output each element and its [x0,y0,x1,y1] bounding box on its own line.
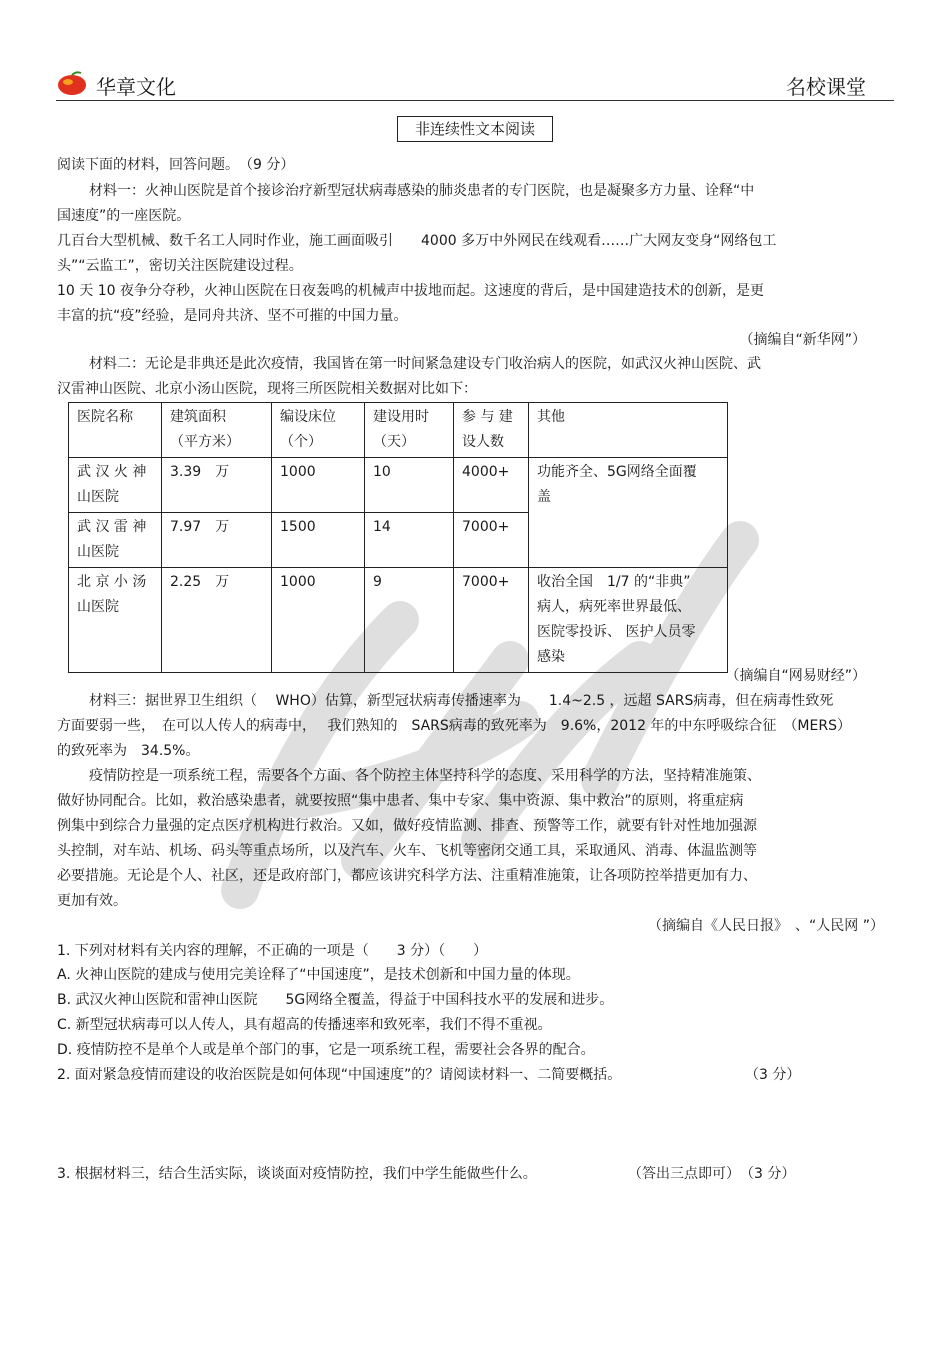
table-cell: 10 [365,458,454,513]
table-cell: 4000+ [454,458,529,513]
material-one-line: 国速度”的一座医院。 [57,208,191,224]
material-one-line: 头”“云监工”，密切关注医院建设过程。 [57,258,303,274]
table-cell: 14 [365,513,454,568]
table-header-row [69,403,728,458]
table-cell: 1000 [272,568,365,673]
question-one-option-b: B. 武汉火神山医院和雷神山医院 5G网络全覆盖，得益于中国科技水平的发展和进步。 [57,992,614,1008]
material-three-line: 疫情防控是一项系统工程，需要各个方面、各个防控主体坚持科学的态度、采用科学的方法，坚持精准施策、 [89,768,761,784]
material-two-line: 材料二：无论是非典还是此次疫情，我国皆在第一时间紧急建设专门收治病人的医院，如武汉火神山医院、武 [89,356,761,372]
table-cell: 武 汉 雷 神 山医院 [69,513,162,568]
question-one-stem: 1. 下列对材料有关内容的理解，不正确的一项是（ 3 分）（ ） [57,943,488,959]
material-two-line: 汉雷神山医院、北京小汤山医院，现将三所医院相关数据对比如下： [57,381,477,397]
table-cell: 2.25 万 [162,568,272,673]
material-three-line: 必要措施。无论是个人、社区，还是政府部门，都应该讲究科学方法、注重精准施策，让各项防控举措更加有力、 [57,868,757,884]
material-three-source: （摘编自《人民日报》 、“人民网 ”） [648,918,884,934]
table-cell: 收治全国 1/7 的“非典” 病人，病死率世界最低、 医院零投诉、 医护人员零 感染 [529,568,728,673]
table-cell: 功能齐全、5G网络全面覆 盖 [529,458,728,568]
table-header-cell: 编设床位 （个） [272,403,365,458]
material-one-source: （摘编自“新华网”） [739,332,866,348]
question-two-score: （3 分） [745,1067,801,1083]
table-cell: 1000 [272,458,365,513]
question-one-option-a: A. 火神山医院的建成与使用完美诠释了“中国速度”，是技术创新和中国力量的体现。 [57,967,580,983]
table-cell: 7000+ [454,568,529,673]
material-three-line: 头控制，对车站、机场、码头等重点场所，以及汽车、火车、飞机等密闭交通工具，采取通风、消毒、体温监测等 [57,843,757,859]
table-cell: 武 汉 火 神 山医院 [69,458,162,513]
table-cell: 3.39 万 [162,458,272,513]
material-one-line: 10 天 10 夜争分夺秒，火神山医院在日夜轰鸣的机械声中拔地而起。这速度的背后，是中国建造技术的创新，是更 [57,283,764,299]
material-one-line: 材料一：火神山医院是首个接诊治疗新型冠状病毒感染的肺炎患者的专门医院，也是凝聚多方力量、诠释“中 [89,183,755,199]
table-row [69,458,728,513]
material-two-source: （摘编自“网易财经”） [725,668,866,684]
header-right-title: 名校课堂 [786,75,866,99]
table-header-cell: 参 与 建 设人数 [454,403,529,458]
question-two-stem: 2. 面对紧急疫情而建设的收治医院是如何体现“中国速度”的？请阅读材料一、二简要概括。 [57,1067,622,1083]
table-header-cell: 医院名称 [69,403,162,458]
question-one-option-d: D. 疫情防控不是单个人或是单个部门的事，它是一项系统工程，需要社会各界的配合。 [57,1042,595,1058]
material-three-line: 更加有效。 [57,893,127,909]
intro-text: 阅读下面的材料，回答问题。 （9 分） [57,157,295,173]
table-header-cell: 建设用时 （天） [365,403,454,458]
table-header-cell: 其他 [529,403,728,458]
header-divider [56,100,894,101]
fruit-logo-icon [56,70,88,96]
question-three-note: （答出三点即可） （3 分） [628,1166,796,1182]
material-one-line: 丰富的抗“疫”经验，是同舟共济、坚不可摧的中国力量。 [57,308,408,324]
table-cell: 9 [365,568,454,673]
brand-name: 华章文化 [96,75,176,99]
material-one-line: 几百台大型机械、数千名工人同时作业，施工画面吸引 4000 多万中外网民在线观看……广大网友变身“网络包工 [57,233,777,249]
hospital-comparison-table [68,402,728,673]
material-three-line: 做好协同配合。比如，救治感染患者，就要按照“集中患者、集中专家、集中资源、集中救治”的原则，将重症病 [57,793,744,809]
table-cell: 7.97 万 [162,513,272,568]
question-three-stem: 3. 根据材料三，结合生活实际，谈谈面对疫情防控，我们中学生能做些什么。 [57,1166,537,1182]
material-three-line: 的致死率为 34.5%。 [57,743,200,759]
material-three-line: 例集中到综合力量强的定点医疗机构进行救治。又如，做好疫情监测、排查、预警等工作，就要有针对性地加强源 [57,818,757,834]
page-title: 非连续性文本阅读 [397,116,553,142]
table-cell: 北 京 小 汤 山医院 [69,568,162,673]
material-three-line: 方面要弱一些， 在可以人传人的病毒中， 我们熟知的 SARS病毒的致死率为 9.6%，2012 年的中东呼吸综合征 （MERS） [57,718,851,734]
material-three-line: 材料三：据世界卫生组织（ WHO）估算，新型冠状病毒传播速率为 1.4~2.5 ，远超 SARS病毒，但在病毒性致死 [89,693,834,709]
question-one-option-c: C. 新型冠状病毒可以人传人，具有超高的传播速率和致死率，我们不得不重视。 [57,1017,552,1033]
table-cell: 7000+ [454,513,529,568]
table-cell: 1500 [272,513,365,568]
table-row [69,568,728,673]
table-header-cell: 建筑面积 （平方米） [162,403,272,458]
